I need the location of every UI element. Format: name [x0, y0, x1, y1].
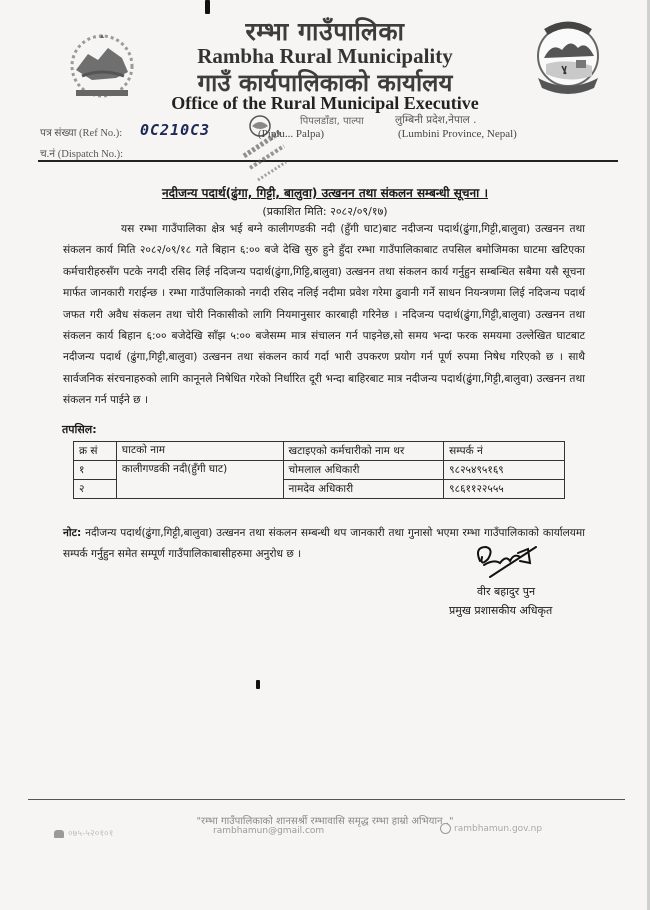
footer-phone — [54, 826, 113, 839]
row-sn: २ — [74, 480, 117, 499]
dispatch-number-label: च.नं (Dispatch No.): — [40, 149, 124, 160]
row-contact: ९८२५४९५१६९ — [444, 461, 565, 480]
scan-mark — [205, 0, 210, 14]
ref-number-value: 0C210C3 — [140, 121, 211, 139]
row-ghat-name: कालीगण्डकी नदी(हुँगी घाट) — [116, 461, 283, 499]
header-ghat-name: घाटको नाम — [116, 442, 283, 461]
header-contact: सम्पर्क नं — [444, 442, 565, 461]
notice-title — [0, 184, 650, 201]
footer-website[interactable] — [440, 823, 542, 834]
footer-motto: "रम्भा गाउँपालिकाको शानसर्श्री रम्भावासि समृद्ध रम्भा हाम्रो अभियान ." — [196, 816, 454, 827]
footer-divider — [28, 799, 625, 800]
province-np: लुम्बिनी प्रदेश,नेपाल . — [395, 114, 477, 126]
row-contact: ९८६११२२५५५ — [444, 480, 565, 499]
row-staff-name: नामदेव अधिकारी — [283, 480, 444, 499]
notice-body: यस रम्भा गाउँपालिका क्षेत्र भई बग्ने कालीगण्डकी नदी (हुँगी घाट)बाट नदीजन्य पदार्थ(ढुंगा,गिट्टी,बालुवा) उत्खनन तथा संकलन कार्य मिति २०८२/०९/१८ गते बिहान ६:०० बजे देखि सुरु हुने हुँदा रम्भा गाउँपालिकाबाट तपसिल बमोजिमका घाटमा खटिएका कर्मचारीहरुसँग पटके नगदी रसिद लिई नदिजन्य पदार्थ(ढुंगा,गिट्टि,बालुवा) उत्खनन तथा संकलन कार्य गर्नुहुन सम्बन्धित सबैमा यसै सूचना मार्फत जानकारी गराईन्छ । रम्भा गाउँपालिकाको नगदी रसिद नलिई नदीमा प्रवेश गरेमा ढुवानी गर्ने साधन नियन्त्रणमा लिई नदिजन्य पदार्थ जफत गरी अवैध संकलन तथा चोरी निकासीको लागि नियमानुसार कारबाही गरिनेछ । नदिजन्य पदार्थ(ढुंगा,गिट्टी,बालुवा) उत्खनन तथा संकलन कार्य बिहान ६:०० बजेदेखि साँझ ५:०० बजेसम्म मात्र संचालन गर्न पाइनेछ,सो समय भन्दा फरक समयमा उल्लेखित घाटबाट नदीजन्य पदार्थ (ढुंगा,गिट्टी,बालुवा) उत्खनन तथा संकलन कार्य गर्दा भारी उपकरण प्रयोग गर्न पूर्ण रुपमा निषेध गरिएको छ । साथै सार्वजनिक संरचनाहरुको लागि कानूनले निषेधित गरेको निर्धारित दूरी भन्दा बाहिरबाट मात्र नदीजन्य पदार्थ(ढुंगा,गिट्टी,बालुवा) उत्खनन तथा संकलन गर्न पाईने छ । — [63, 223, 585, 407]
signatory-name: वीर बहादुर पुन — [477, 585, 536, 598]
table-row — [74, 461, 565, 480]
scan-speck — [256, 680, 260, 689]
footer-website-text: rambhamun.gov.np — [454, 824, 543, 834]
signature-mark — [470, 537, 550, 583]
published-date: (प्रकाशित मिति: २०८२/०९/१७) — [262, 205, 388, 218]
note-text: नदीजन्य पदार्थ(ढुंगा,गिट्टी,बालुवा) उत्खनन तथा संकलन सम्बन्धी थप जानकारी तथा गुनासो भएमा रम्भा गाउँपालिकाको कार्यालयमा सम्पर्क गर्नुहुन समेत सम्पूर्ण गाउँपालिकाबासीहरुमा अनुरोध छ । — [63, 527, 585, 560]
location-np: पिपलडाँडा, पाल्पा — [300, 116, 364, 127]
footer-phone-text: ०७५-५२०१०१ — [68, 829, 114, 839]
row-staff-name: चोमलाल अधिकारी — [283, 461, 444, 480]
header-staff-name: खटाइएको कर्मचारीको नाम थर — [283, 442, 444, 461]
table-header-row — [74, 442, 565, 461]
province-en: (Lumbini Province, Nepal) — [398, 128, 517, 140]
signatory-role: प्रमुख प्रशासकीय अधिकृत — [449, 604, 553, 617]
municipality-name-np: रम्भा गाउँपालिका — [245, 17, 405, 46]
ref-number-label: पत्र संख्या (Ref No.): — [40, 128, 123, 139]
staff-table — [73, 441, 565, 499]
header-divider — [38, 160, 618, 162]
office-name-np: गाउँ कार्यपालिकाको कार्यालय — [197, 69, 453, 97]
globe-icon — [440, 823, 451, 834]
location-en: (Piplu... Palpa) — [258, 128, 324, 140]
footer-email[interactable]: rambhamun@gmail.com — [213, 826, 325, 836]
header-sn: क्र सं — [74, 442, 117, 461]
municipality-name-en: Rambha Rural Municipality — [197, 44, 453, 68]
telephone-icon — [54, 830, 64, 838]
office-stamp — [240, 112, 296, 184]
note-label: नोट: — [63, 527, 82, 539]
office-name-en: Office of the Rural Municipal Executive — [171, 93, 479, 113]
notice-title-text: नदीजन्य पदार्थ(ढुंगा, गिट्टी, बालुवा) उत्खनन तथा संकलन सम्बन्धी सूचना । — [161, 186, 489, 200]
details-label: तपसिल: — [62, 423, 97, 436]
row-sn: १ — [74, 461, 117, 480]
